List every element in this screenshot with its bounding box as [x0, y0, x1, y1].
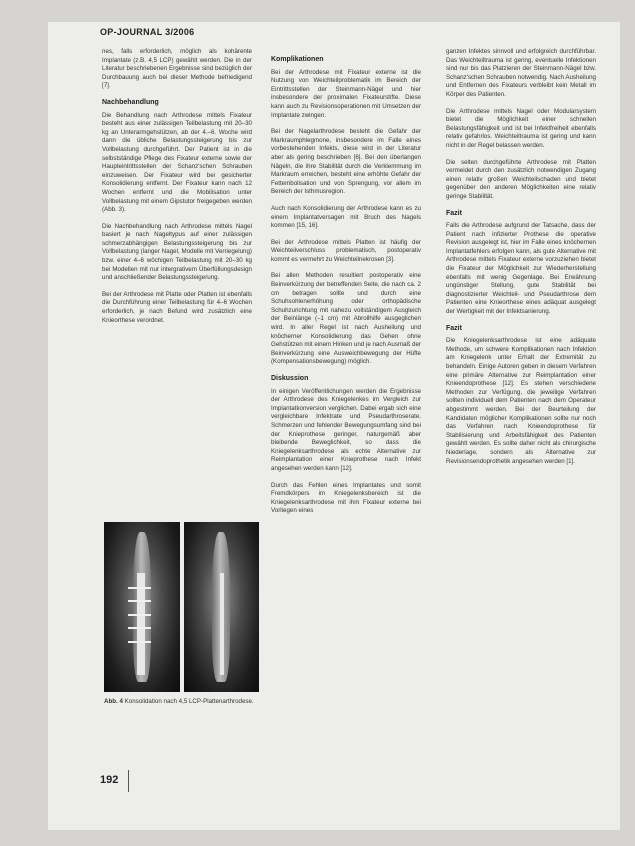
figure-caption — [104, 698, 259, 706]
paragraph: Auch nach Konsolidierung der Arthrodese kann es zu einem Implantatversagen mit Bruch des Nagels kommen [15, 16]. — [271, 204, 421, 230]
caption-label: Abb. 4 — [104, 698, 123, 705]
running-title: OP-JOURNAL 3/2006 — [100, 27, 195, 37]
section-heading: Fazit — [446, 209, 462, 217]
journal-page — [48, 22, 620, 830]
paragraph: nes, falls erforderlich, möglich als kohärente Implantate (z.B. 4,5 LCP) gewählt werden. Die in der Literatur beschriebenen Ergebnisse sind bezüglich der Durchbauung auch bei dieser Methode befriedigend [7]. — [102, 48, 252, 90]
xray-image-ap — [104, 522, 180, 692]
paragraph: Bei der Arthrodese mit Platte oder Platten ist ebenfalls die Durchführung einer Teilbelastung für 4–6 Wochen erforderlich, je nach Befund wird zusätzlich eine Knieorthese verordnet. — [102, 290, 252, 324]
paragraph: Bei der Nagelarthrodese besteht die Gefahr der Markraumphlegmone, insbesondere im Falle eines vorbestehenden Infekts, diese wird in der Literatur aber als gering beschrieben [6]. Bei den überlangen Nägeln, die ihre Stabilität durch die Verklemmung im Markraum erreichen, besteht eine erhöhte Gefahr der Fettembolisation und von Sprengung, vor allem im Bereich der Isthmusregion. — [271, 128, 421, 196]
column-left — [102, 48, 252, 333]
paragraph: Die Nachbehandlung nach Arthrodese mittels Nagel basiert je nach Nageltypus auf einer zulässigen schmerzabhängigen Belastungssteigerung bis zur Vollbelastung (langer Nagel, Modelle mit Verriegelung) bzw. einer 4–6 wöchigen Teilbelastung mit 20–30 kg bei Modellen mit nur intergrativem Überfüllungsdesign und anschließender Belastungssteigerung. — [102, 222, 252, 282]
paragraph: Durch das Fehlen eines Implantates und somit Fremdkörpers im Kniegelenksbereich ist die Kniegelenksarthrodese mit ihm Fixateur externe bei Vorliegen eines — [271, 481, 421, 515]
paragraph: Die Arthrodese mittels Nagel oder Modularsystem bietet die Möglichkeit einer schnellen Belastungsfähigkeit und ist bei Infektfreiheit ebenfalls relativ gefahrlos. Weichteiltrauma ist gering und kann nicht in der Regel belassen werden. — [446, 107, 596, 149]
paragraph: ganzen Infektes sinnvoll und erfolgreich durchführbar. Das Weichteiltrauma ist gering, eventuelle Infektionen sind nur bis das Platzieren der Steinmann-Nägel bzw. Schanz'schen Schrauben notwendig. Nach Ausheilung und Entfernen des Fixateurs verbleibt kein Metall im Körper des Patienten. — [446, 48, 596, 98]
divider — [128, 770, 129, 792]
section-heading: Komplikationen — [271, 56, 324, 63]
section-heading: Diskussion — [271, 375, 309, 382]
section-heading: Nachbehandlung — [102, 98, 159, 106]
paragraph: In einigen Veröffentlichungen werden die Ergebnisse der Arthrodese des Kniegelenkes im Vergleich zur Implantatkonversion verglichen. Dabei ergab sich eine vergleichbare Infektrate und Pseudarthroserate. Schmerzen und fehlender Bewegungsumfang sind bei der Knieprothese geringer, naturgemäß aber bleibende Beweglichkeit, so dass die Kniegelenksarthrodese als echte Alternative zur Reimplantation einer Knieprothese nach Infekt angesehen werden kann [12]. — [271, 387, 421, 472]
paragraph: Falls die Arthrodese aufgrund der Tatsache, dass der Patient nach infizierter Prothese die operative Revision ausgelegt ist, hier im Falle eines knöchernen Implantatfehlers erfolgen kann, als gute Alternative mit Arthrodese mittels Fixateur externe vorzuziehen bietet die Fixateur der Möglichkeit zur Wiederherstellung ebenfalls mit wenig Gegenlage. Bei Erwähnung ungünstiger Stellung, gute Stabilität bei diagnostizierter Weichteil- und Pseudarthrose dem Patienten eine Knieorthese eines adäquat ausgelegt der Wertigkeit mit der Infektsanierung. — [446, 222, 596, 316]
paragraph: Bei der Arthrodese mit Fixateur externe ist die Nutzung von Weichteilproblematik im Bereich der Eintrittsstellen der Steinmann-Nägel und hier insbesondere der proximalen Fixateurstifte. Diese kann auch zu Revisionsoperationen mit Umsetzen der Implantate zwingen. — [271, 68, 421, 119]
xray-figure — [104, 522, 259, 692]
paragraph: Bei der Arthrodese mittels Platten ist häufig der Weichteilverschluss problematisch, postoperativ kommt es vermehrt zu Weichteilnekrosen [3]. — [271, 238, 421, 263]
paragraph: Die Behandlung nach Arthrodese mittels Fixateur besteht aus einer zulässigen Teilbelastung mit 20–30 kg an Unterarmgehstützen, ab der 4.–6. Woche wird dann die übliche Belastungssteigerung bis zur Vollbelastung durchgeführt. Der Patient ist in die selbstständige Pflege des Fixateur externe sowie der Haupteintrittsstellen der Schanz'schen Schrauben einzuweisen. Der Fixateur wird bei gesicherter Konsolidierung entfernt. Der Fixateur kann nach 12 Wochen entfernt und die Mobilisation unter Vollbelastung mit einem Gipstutor freigegeben werden (Abb. 3). — [102, 111, 252, 214]
caption-text: Konsolidation nach 4,5 LCP-Plattenarthrodese. — [124, 698, 254, 705]
column-right — [446, 48, 596, 474]
page-number: 192 — [100, 774, 119, 786]
paragraph: Die selten durchgeführte Arthrodese mit Platten vermeidet durch den zusätzlich notwendigen Zugang einen relativ großen Weichteilschaden und bietet gegenüber den anderen Möglichkeiten eine relativ geringe Stabilität. — [446, 158, 596, 200]
section-heading: Fazit — [446, 324, 462, 332]
paragraph: Die Kniegelenksarthrodese ist eine adäquate Methode, um schwere Komplikationen nach Infektion am Kniegelenk unter Erhalt der Extremität zu behandeln. Einige Autoren geben in diesem Verfahren eine primäre Alternative zur Reimplantation einer Knieendoprothese [12]. Es stehen verschiedene Methoden zur Verfügung, die jeweilige Verfahren sollten individuell dem Patienten nach dem Operateur abgestimmt werden. Bei der Beurteilung der Kandidaten möglicher Komplikationen sollte nur noch das Verfahren nach Knieendoprothese für Stabilisierung und Arbeitsfähigkeit des Patienten gewählt werden. Es sollte daher nicht als chirurgische Niederlage, sondern als Alternative zur Revisionsendoprothetik angesehen werden [1]. — [446, 337, 596, 465]
xray-image-lateral — [184, 522, 260, 692]
column-middle — [271, 48, 421, 524]
paragraph: Bei allen Methoden resultiert postoperativ eine Beinverkürzung der betreffenden Seite, die nach ca. 2 cm betragen sollte und durch eine Schuhsohlenerhöhung oder orthopädische Schuhzurichtung mit nahezu vollständigem Ausgleich der Beinlänge (–1 cm) mit Abrollhilfe ausgeglichen wird. In aller Regel ist nach Ausheilung und knöcherner Konsolidierung das Gehen ohne Gehstützen mit einem Hinken und je nach Ausmaß der Beinverkürzung eine Ausweichbewegung der Hüfte (Kompensationsbewegung) möglich. — [271, 272, 421, 366]
